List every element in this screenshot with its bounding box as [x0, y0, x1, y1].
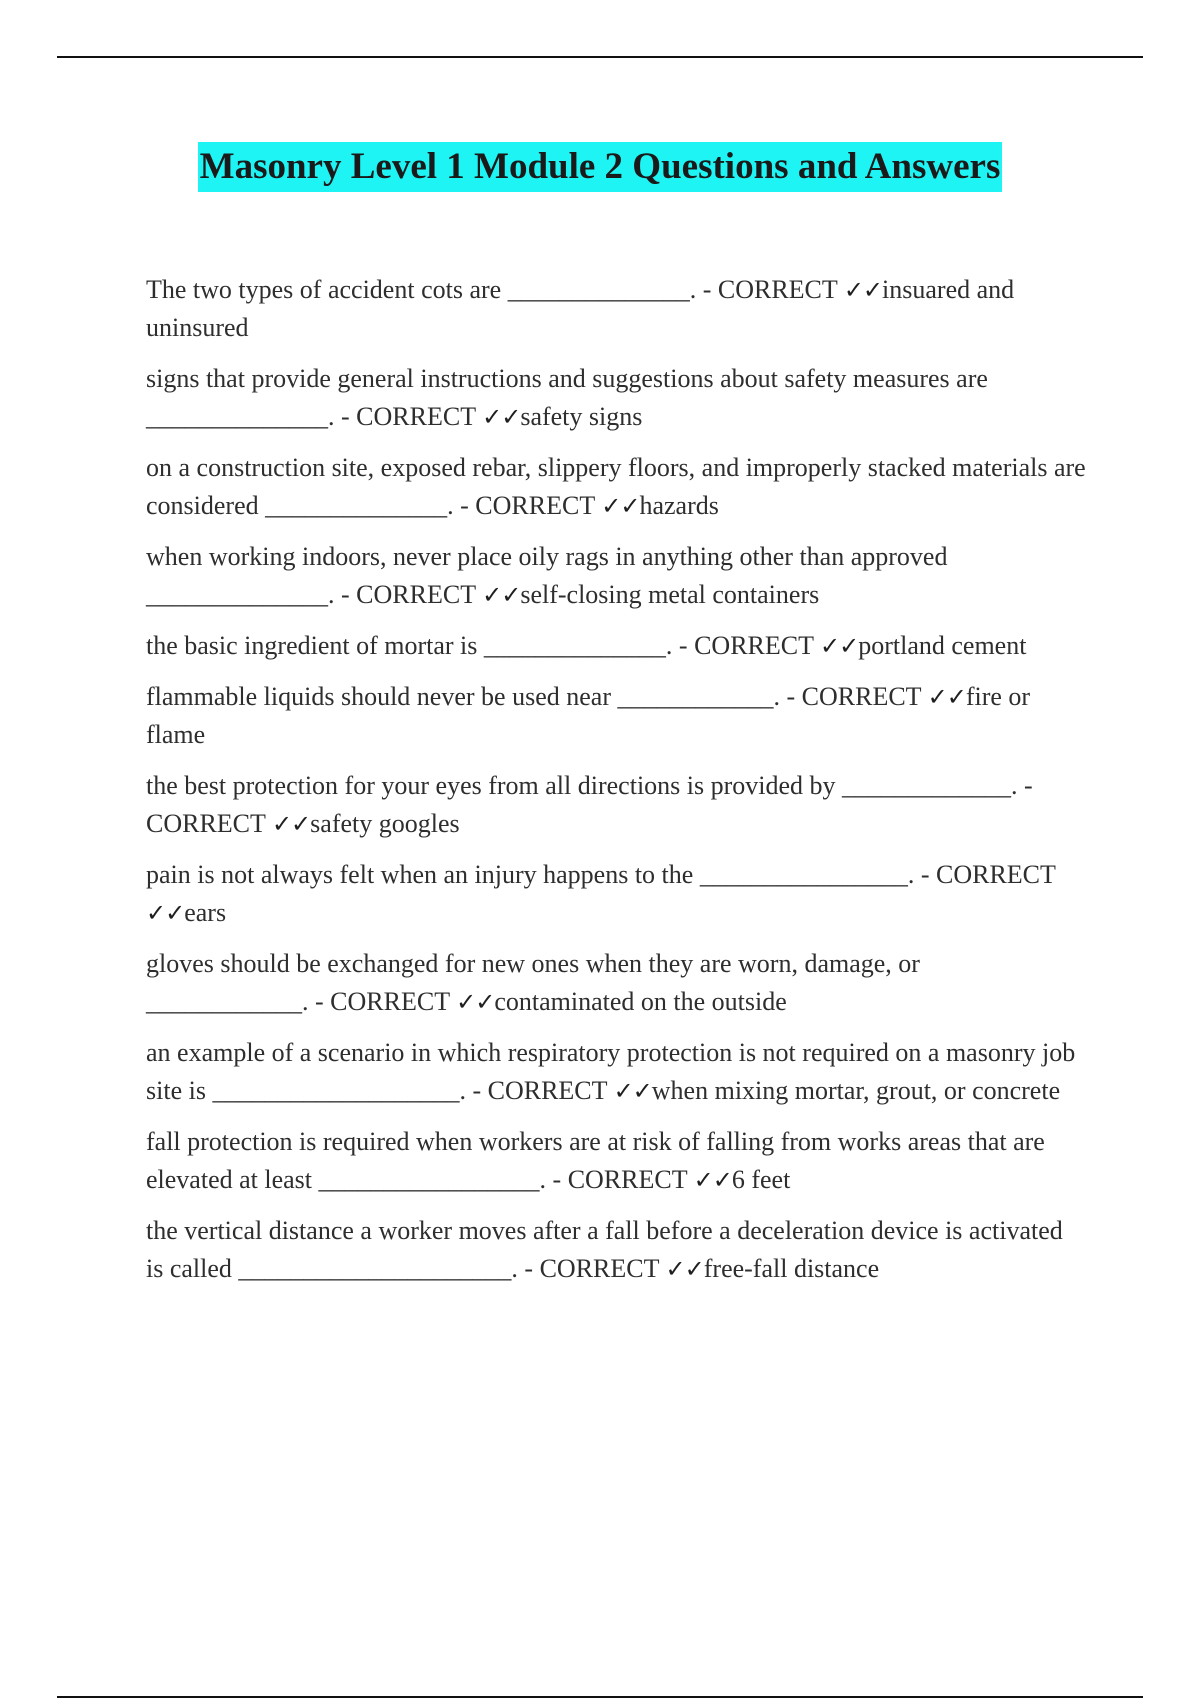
correct-label: CORRECT — [356, 580, 476, 609]
separator: . - — [773, 682, 802, 711]
separator: . - — [539, 1165, 568, 1194]
answer-text: self-closing metal containers — [520, 580, 820, 609]
qa-item — [146, 627, 1086, 665]
answer-text: free-fall distance — [703, 1254, 880, 1283]
double-check-icon: ✓✓ — [146, 899, 185, 927]
double-check-icon: ✓✓ — [693, 1166, 732, 1194]
double-check-icon: ✓✓ — [271, 810, 311, 838]
double-check-icon: ✓✓ — [820, 632, 859, 660]
double-check-icon: ✓✓ — [843, 276, 883, 304]
answer-text: ears — [184, 898, 227, 927]
question-text: signs that provide general instructions and suggestions about safety measures are ______________ — [146, 364, 988, 431]
question-text: the best protection for your eyes from all directions is provided by _____________ — [146, 771, 1012, 800]
answer-text: portland cement — [858, 631, 1027, 660]
double-check-icon: ✓✓ — [482, 403, 521, 431]
answer-text: hazards — [639, 491, 719, 520]
qa-item — [146, 538, 1086, 614]
question-text: gloves should be exchanged for new ones when they are worn, damage, or ____________ — [146, 949, 920, 1016]
answer-text: contaminated on the outside — [494, 987, 787, 1016]
question-text: pain is not always felt when an injury happens to the ________________ — [146, 860, 908, 889]
correct-label: CORRECT — [330, 987, 450, 1016]
qa-item — [146, 360, 1086, 436]
separator: . - — [665, 631, 695, 660]
qa-item — [146, 856, 1086, 932]
qa-item — [146, 1212, 1086, 1288]
double-check-icon: ✓✓ — [482, 581, 521, 609]
double-check-icon: ✓✓ — [927, 683, 966, 711]
qa-item — [146, 1034, 1086, 1110]
separator: . - — [511, 1254, 540, 1283]
double-check-icon: ✓✓ — [613, 1077, 652, 1105]
qa-item — [146, 678, 1086, 754]
separator: . - — [447, 491, 476, 520]
question-text: on a construction site, exposed rebar, slippery floors, and improperly stacked materials are considered ______________ — [146, 453, 1086, 520]
question-text: an example of a scenario in which respiratory protection is not required on a masonry job site is ___________________ — [146, 1038, 1076, 1105]
double-check-icon: ✓✓ — [665, 1255, 704, 1283]
correct-label: CORRECT — [487, 1076, 608, 1105]
separator: . - — [1011, 771, 1033, 800]
separator: . - — [689, 275, 718, 304]
separator: . - — [907, 860, 936, 889]
top-rule — [57, 56, 1143, 58]
answer-text: when mixing mortar, grout, or concrete — [651, 1076, 1061, 1105]
correct-label: CORRECT — [146, 809, 266, 838]
correct-label: CORRECT — [694, 631, 814, 660]
qa-item — [146, 945, 1086, 1021]
question-text: fall protection is required when workers are at risk of falling from works areas that are elevated at least _________________ — [146, 1127, 1045, 1194]
separator: . - — [302, 987, 331, 1016]
correct-label: CORRECT — [717, 275, 838, 304]
question-text: the vertical distance a worker moves after a fall before a deceleration device is activated is called _____________________ — [146, 1216, 1063, 1283]
question-text: The two types of accident cots are ______________ — [146, 275, 690, 304]
correct-label: CORRECT — [356, 402, 476, 431]
correct-label: CORRECT — [567, 1165, 688, 1194]
qa-list — [146, 271, 1086, 1301]
correct-label: CORRECT — [801, 682, 922, 711]
answer-text: 6 feet — [731, 1165, 791, 1194]
correct-label: CORRECT — [539, 1254, 660, 1283]
qa-item — [146, 271, 1086, 347]
double-check-icon: ✓✓ — [456, 988, 495, 1016]
question-text: flammable liquids should never be used near ____________ — [146, 682, 774, 711]
separator: . - — [459, 1076, 488, 1105]
double-check-icon: ✓✓ — [601, 492, 640, 520]
document-title: Masonry Level 1 Module 2 Questions and Answers — [198, 142, 1003, 192]
separator: . - — [328, 402, 357, 431]
answer-text: safety signs — [520, 402, 643, 431]
title-area — [0, 142, 1200, 192]
answer-text: insuared and uninsured — [146, 275, 1015, 342]
qa-item — [146, 449, 1086, 525]
question-text: when working indoors, never place oily rags in anything other than approved ______________ — [146, 542, 948, 609]
bottom-rule — [57, 1696, 1143, 1698]
separator: . - — [328, 580, 357, 609]
qa-item — [146, 1123, 1086, 1199]
qa-item — [146, 767, 1086, 843]
answer-text: fire or flame — [146, 682, 1031, 749]
correct-label: CORRECT — [936, 860, 1056, 889]
correct-label: CORRECT — [475, 491, 595, 520]
answer-text: safety googles — [310, 809, 460, 838]
question-text: the basic ingredient of mortar is ______________ — [146, 631, 666, 660]
